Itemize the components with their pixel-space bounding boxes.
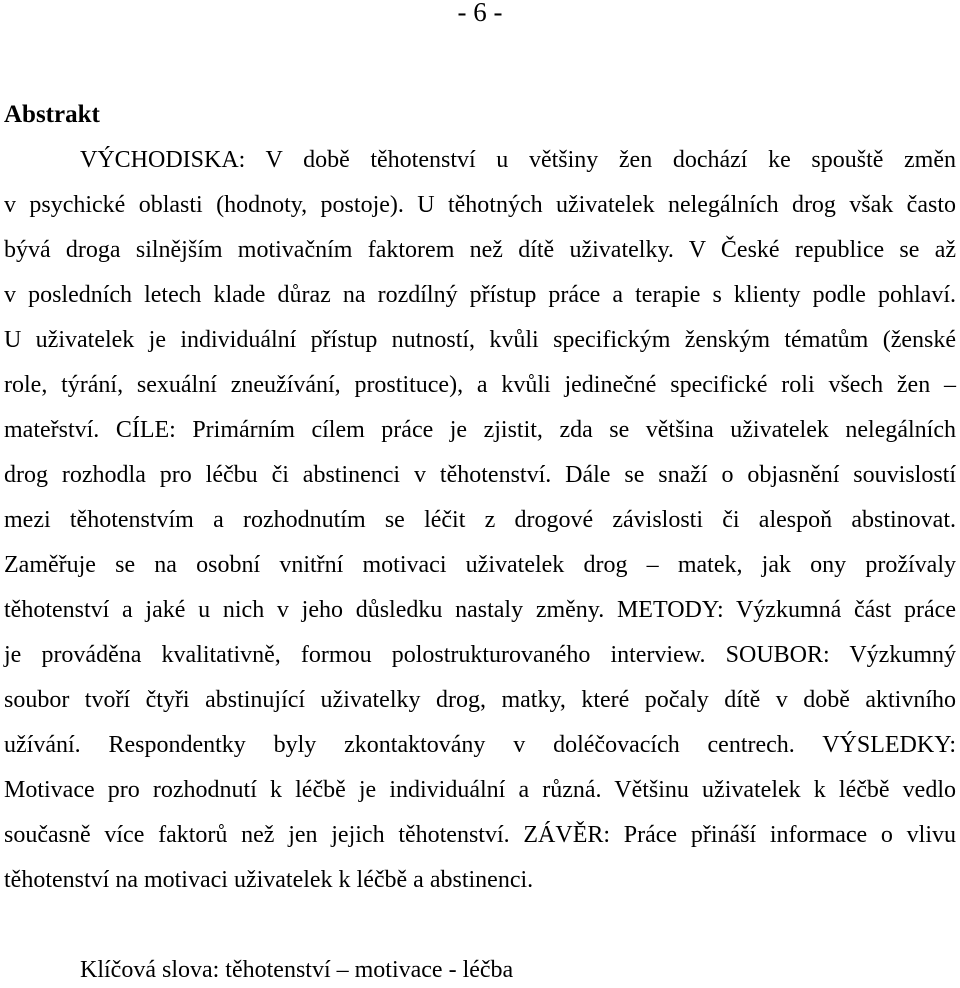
abstract-line: role, týrání, sexuální zneužívání, prostituce), a kvůli jedinečné specifické roli všech žen – (4, 372, 956, 398)
abstract-heading: Abstrakt (4, 101, 100, 128)
keywords: Klíčová slova: těhotenství – motivace - léčba (80, 957, 514, 983)
abstract-line: užívání. Respondentky byly zkontaktovány v doléčovacích centrech. VÝSLEDKY: (4, 732, 956, 758)
abstract-line: Zaměřuje se na osobní vnitřní motivaci uživatelek drog – matek, jak ony prožívaly (4, 552, 956, 578)
abstract-line: soubor tvoří čtyři abstinující uživatelky drog, matky, které počaly dítě v době aktivního (4, 687, 956, 713)
abstract-line: bývá droga silnějším motivačním faktorem než dítě uživatelky. V České republice se až (4, 237, 956, 263)
abstract-line: drog rozhodla pro léčbu či abstinenci v těhotenství. Dále se snaží o objasnění souvislostí (4, 462, 956, 488)
abstract-paragraph (4, 138, 956, 903)
abstract-line: mateřství. CÍLE: Primárním cílem práce je zjistit, zda se většina uživatelek nelegálních (4, 417, 956, 443)
abstract-line: je prováděna kvalitativně, formou polostrukturovaného interview. SOUBOR: Výzkumný (4, 642, 956, 668)
abstract-line: těhotenství a jaké u nich v jeho důsledku nastaly změny. METODY: Výzkumná část práce (4, 597, 956, 623)
abstract-line: současně více faktorů než jen jejich těhotenství. ZÁVĚR: Práce přináší informace o vlivu (4, 822, 956, 848)
abstract-line: U uživatelek je individuální přístup nutností, kvůli specifickým ženským tématům (ženské (4, 327, 956, 353)
abstract-line: v psychické oblasti (hodnoty, postoje). U těhotných uživatelek nelegálních drog však často (4, 192, 956, 218)
abstract-line: mezi těhotenstvím a rozhodnutím se léčit z drogové závislosti či alespoň abstinovat. (4, 507, 956, 533)
abstract-line: v posledních letech klade důraz na rozdílný přístup práce a terapie s klienty podle pohlaví. (4, 282, 956, 308)
abstract-line: VÝCHODISKA: V době těhotenství u většiny žen dochází ke spouště změn (80, 147, 956, 173)
abstract-line: těhotenství na motivaci uživatelek k léčbě a abstinenci. (4, 867, 534, 893)
page-number: - 6 - (457, 0, 503, 27)
abstract-line: Motivace pro rozhodnutí k léčbě je individuální a různá. Většinu uživatelek k léčbě vedlo (4, 777, 956, 803)
